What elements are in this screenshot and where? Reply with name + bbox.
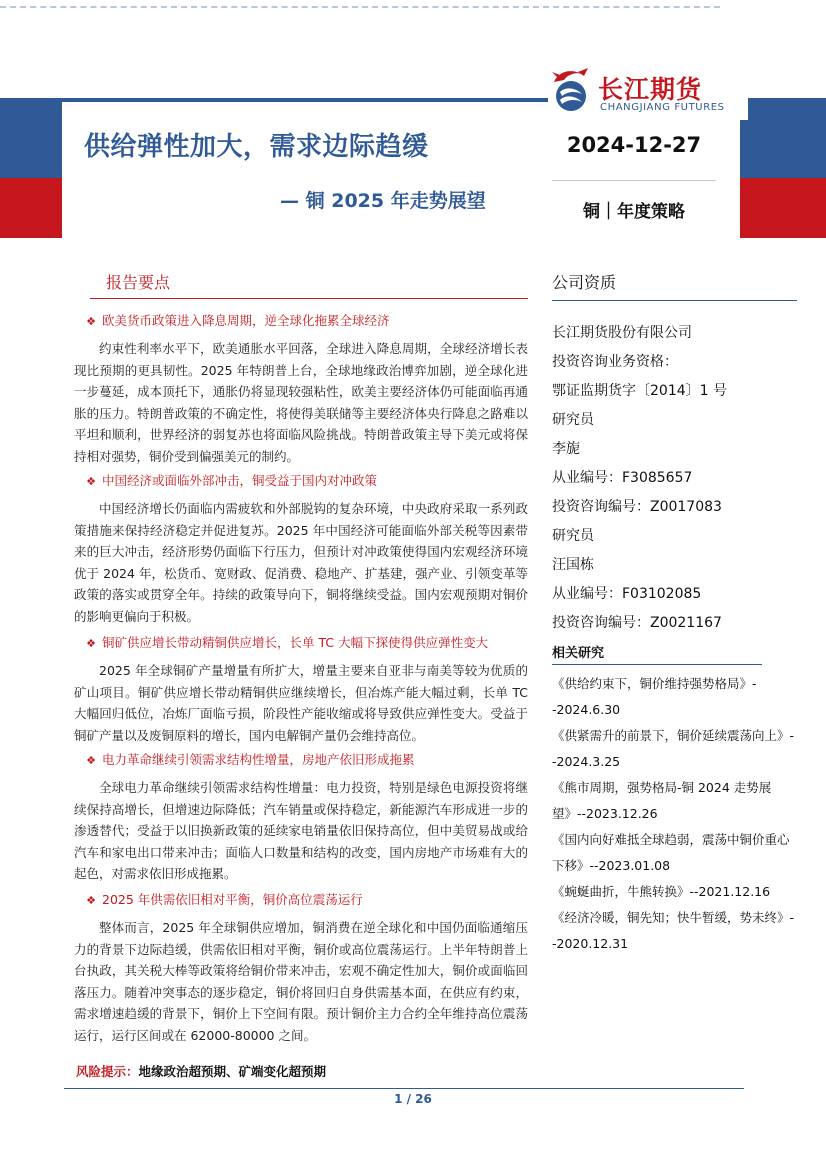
diamond-bullet-icon: ❖ — [86, 315, 96, 328]
related-report-link[interactable]: 《蜿蜒曲折，牛熊转换》--2021.12.16 — [552, 884, 771, 899]
risk-text: 地缘政治超预期、矿端变化超预期 — [138, 1064, 327, 1079]
footer-divider — [64, 1088, 744, 1089]
section-heading — [74, 891, 528, 910]
section-heading-text: 2025 年供需依旧相对平衡，铜价高位震荡运行 — [102, 892, 363, 907]
section-heading-text: 电力革命继续引领需求结构性增量，房地产依旧形成拖累 — [102, 752, 415, 767]
researcher-name: 汪国栋 — [552, 557, 594, 573]
top-dashed-border — [0, 6, 720, 8]
diamond-bullet-icon: ❖ — [86, 894, 96, 907]
summary-section-2 — [74, 472, 528, 627]
researcher-name: 李旎 — [552, 441, 580, 457]
title-card — [62, 98, 552, 238]
report-date: 2024-12-27 — [566, 133, 702, 157]
summary-section-4 — [74, 751, 528, 885]
related-divider — [552, 664, 762, 665]
section-heading-text: 中国经济或面临外部冲击，铜受益于国内对冲政策 — [102, 473, 378, 488]
practice-number: 从业编号：F03102085 — [552, 586, 702, 602]
section-body: 全球电力革命继续引领需求结构性增量：电力投资，特别是绿色电源投资将继续保持高增长，但增速边际降低；汽车销量或保持稳定，新能源汽车形成进一步的渗透替代；受益于以旧换新政策的延续家电销量依旧保持高位，但中美贸易战或给汽车和家电出口带来冲击；面临人口数量和结构的改变，国内房地产市场难有大的起色，对需求依旧形成拖累。 — [74, 780, 528, 881]
section-body: 中国经济增长仍面临内需疲软和外部脱钩的复杂环境，中央政府采取一系列政策措施来保持经济稳定并促进复苏。2025 年中国经济可能面临外部关税等因素带来的巨大冲击，经济形势仍面临下行压力，但预计对冲政策使得国内宏观经济环境优于 2024 年，松货币、宽财政、促消费、稳地产、扩基建，强产业、引领变革等政策的落实或贯穿全年。持续的政策导向下，铜将继续受益。国内宏观预期对铜价的影响更偏向于积极。 — [74, 501, 528, 624]
page-number: 1 / 26 — [394, 1092, 432, 1106]
section-heading — [74, 472, 528, 491]
related-report-link[interactable]: 《供给约束下，铜价维持强势格局》--2024.6.30 — [552, 676, 757, 717]
report-category: 铜｜年度策略 — [583, 202, 685, 222]
changjiang-logo-icon — [548, 66, 594, 114]
risk-label: 风险提示： — [76, 1064, 139, 1079]
summary-section-3 — [74, 634, 528, 746]
related-report-link[interactable]: 《熊市周期，强势格局-铜 2024 走势展望》--2023.12.26 — [552, 780, 772, 821]
summary-divider — [90, 298, 528, 299]
researcher-label: 研究员 — [552, 528, 594, 544]
diamond-bullet-icon: ❖ — [86, 754, 96, 767]
company-name: 长江期货股份有限公司 — [552, 325, 692, 341]
consulting-number: 投资咨询编号：Z0021167 — [552, 615, 722, 631]
researcher-label: 研究员 — [552, 412, 594, 428]
qualification-number: 鄂证监期货字〔2014〕1 号 — [552, 383, 727, 399]
company-info-column — [552, 270, 797, 957]
section-heading — [74, 751, 528, 770]
diamond-bullet-icon: ❖ — [86, 475, 96, 488]
section-body: 2025 年全球铜矿产量增量有所扩大，增量主要来自亚非与南美等较为优质的矿山项目。铜矿供应增长带动精铜供应继续增长，但冶炼产能大幅过剩，长单 TC 大幅回归低位，冶炼厂面临亏损，阶段性产能收缩或将导致供应弹性变大。受益于铜矿产量以及废铜原料的增长，国内电解铜产量仍会维持高位。 — [74, 663, 528, 743]
risk-warning — [76, 1062, 326, 1080]
consulting-number: 投资咨询编号：Z0017083 — [552, 499, 722, 515]
company-divider — [552, 300, 797, 301]
qualification-label: 投资咨询业务资格： — [552, 354, 678, 370]
section-body: 约束性利率水平下，欧美通胀水平回落，全球进入降息周期，全球经济增长表现比预期的更具韧性。2025 年特朗普上台，全球地缘政治博弈加剧，逆全球化进一步蔓延，成本顶托下，通胀仍将显现较强粘性，欧美主要经济体仍可能面临再通胀的压力。特朗普政策的不确定性，将使得美联储等主要经济体央行降息之路难以平坦和顺利，世界经济的弱复苏也将面临风险挑战。特朗普政策主导下美元或将保持相对强势，铜价受到偏强美元的制约。 — [74, 341, 528, 464]
section-heading — [74, 634, 528, 653]
section-heading — [74, 312, 528, 331]
related-report-link[interactable]: 《供紧需升的前景下，铜价延续震荡向上》--2024.3.25 — [552, 728, 795, 769]
company-section-title: 公司资质 — [552, 273, 617, 292]
section-body: 整体而言，2025 年全球铜供应增加，铜消费在逆全球化和中国仍面临通缩压力的背景下边际趋缓，供需依旧相对平衡，铜价或高位震荡运行。上半年特朗普上台执政，其关税大棒等政策将给铜价带来冲击，宏观不确定性加大，铜价或面临回落压力。随着冲突事态的逐步稳定，铜价将回归自身供需基本面，在供应有约束，需求增速趋缓的背景下，铜价上下空间有限。预计铜价主力合约全年维持高位震荡运行，运行区间或在 62000-80000 之间。 — [74, 920, 528, 1043]
logo-chinese-name: 长江期货 — [598, 75, 703, 104]
related-report-link[interactable]: 《经济冷暖，铜先知；快牛暂缓，势未终》--2020.12.31 — [552, 910, 795, 951]
related-report-link[interactable]: 《国内向好难抵全球趋弱，震荡中铜价重心下移》--2023.01.08 — [552, 832, 790, 873]
section-heading-text: 铜矿供应增长带动精铜供应增长，长单 TC 大幅下探使得供应弹性变大 — [102, 635, 489, 650]
summary-title: 报告要点 — [106, 273, 171, 292]
logo-english-name: CHANGJIANG FUTURES — [600, 102, 725, 113]
section-heading-text: 欧美货币政策进入降息周期，逆全球化拖累全球经济 — [102, 313, 390, 328]
summary-section-5 — [74, 891, 528, 1046]
diamond-bullet-icon: ❖ — [86, 637, 96, 650]
related-research-title: 相关研究 — [552, 646, 605, 661]
date-divider — [552, 180, 716, 181]
summary-section-1 — [74, 312, 528, 467]
practice-number: 从业编号：F3085657 — [552, 470, 693, 486]
report-title: 供给弹性加大，需求边际趋缓 — [84, 132, 429, 162]
report-subtitle: — 铜 2025 年走势展望 — [280, 190, 486, 212]
